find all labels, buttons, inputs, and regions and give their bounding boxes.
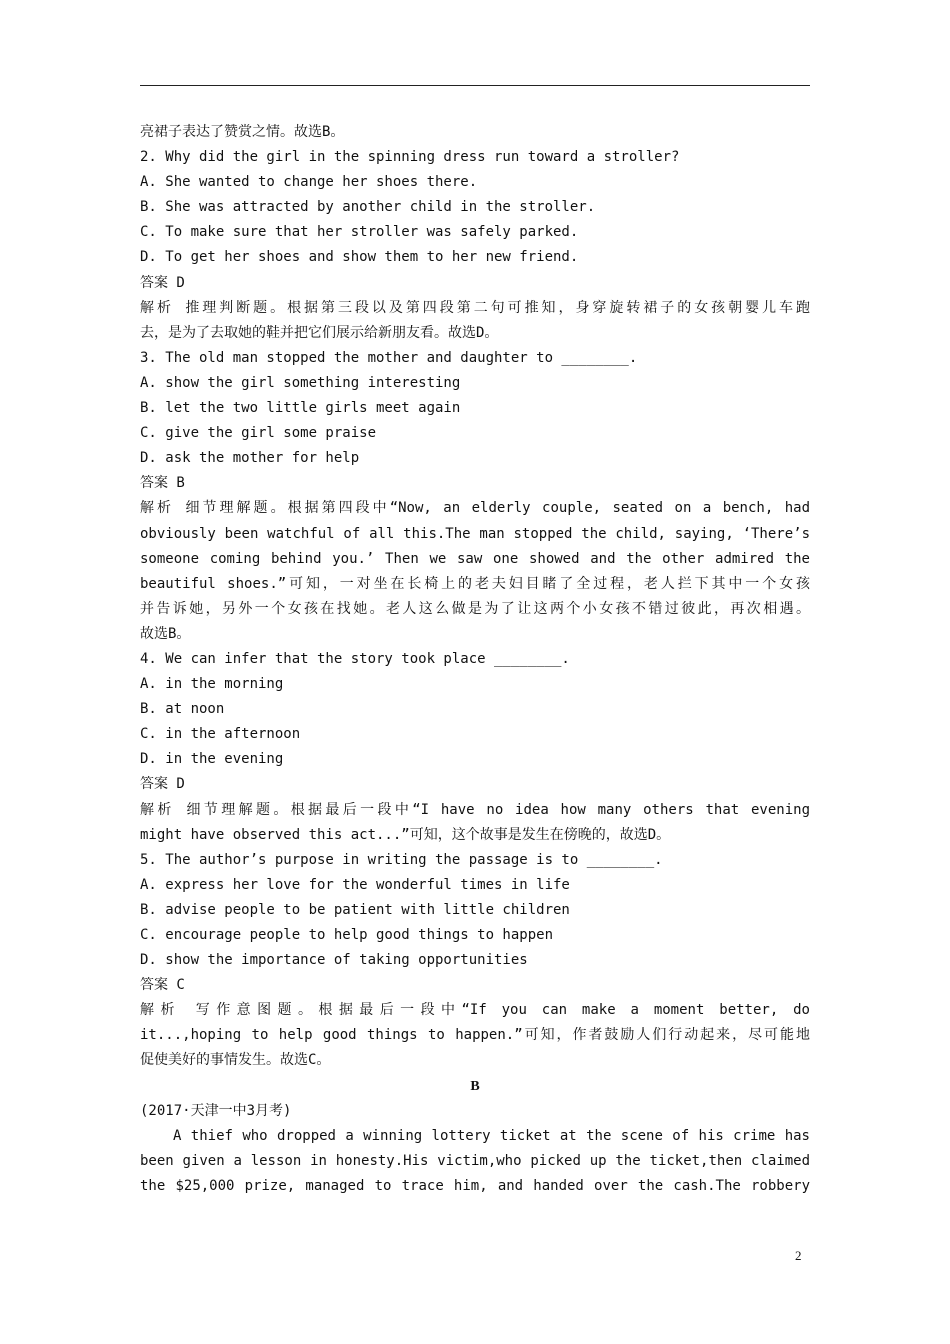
- passage-line: the $25,000 prize, managed to trace him, and handed over the cash.The robbery: [140, 1177, 810, 1194]
- text-line: B. advise people to be patient with little children: [140, 901, 570, 918]
- text-line: D. in the evening: [140, 751, 284, 768]
- text-line: 答案 C: [140, 977, 185, 994]
- text-line: might have observed this act...”可知，这个故事是发生在傍晚的，故选D。: [140, 826, 671, 843]
- text-line: C. encourage people to help good things to happen: [140, 927, 554, 943]
- text-line: it...,hoping to help good things to happen.”可知，作者鼓励人们行动起来，尽可能地: [140, 1027, 810, 1044]
- text-line: C. give the girl some praise: [140, 425, 377, 442]
- text-line: 解析 细节理解题。根据第四段中“Now, an elderly couple, seated on a bench, had: [140, 500, 810, 517]
- passage-line: been given a lesson in honesty.His victim,who picked up the ticket,then claimed: [140, 1152, 810, 1169]
- document-body: [140, 120, 810, 1199]
- text-line: A. express her love for the wonderful times in life: [140, 876, 570, 893]
- text-line: A. show the girl something interesting: [140, 374, 461, 391]
- text-line: A. in the morning: [140, 676, 284, 693]
- passage-line: A thief who dropped a winning lottery ticket at the scene of his crime has: [173, 1127, 810, 1144]
- text-line: 答案 B: [140, 475, 185, 492]
- text-line: 并告诉她，另外一个女孩在找她。老人这么做是为了让这两个小女孩不错过彼此，再次相遇。: [140, 600, 810, 617]
- text-line: D. show the importance of taking opportunities: [140, 952, 528, 969]
- text-line: obviously been watchful of all this.The man stopped the child, saying, ‘There’s: [140, 525, 810, 542]
- text-line: B. at noon: [140, 701, 225, 718]
- text-line: 2. Why did the girl in the spinning dress run toward a stroller?: [140, 149, 680, 166]
- text-line: 3. The old man stopped the mother and daughter to ________.: [140, 349, 638, 366]
- text-line: 4. We can infer that the story took place ________.: [140, 650, 570, 667]
- page-number: 2: [795, 1248, 802, 1263]
- text-line: 促使美好的事情发生。故选C。: [140, 1052, 331, 1069]
- text-line: D. To get her shoes and show them to her new friend.: [140, 249, 579, 266]
- section-heading: B: [470, 1078, 480, 1094]
- text-line: C. in the afternoon: [140, 726, 301, 743]
- text-line: B. She was attracted by another child in the stroller.: [140, 199, 596, 216]
- text-line: 去，是为了去取她的鞋并把它们展示给新朋友看。故选D。: [140, 324, 499, 341]
- text-line: D. ask the mother for help: [140, 450, 360, 467]
- text-line: A. She wanted to change her shoes there.: [140, 174, 478, 191]
- text-line: B. let the two little girls meet again: [140, 400, 461, 417]
- text-line: 5. The author’s purpose in writing the passage is to ________.: [140, 851, 663, 868]
- text-line: 解析 细节理解题。根据最后一段中“I have no idea how many others that evening: [140, 801, 810, 818]
- text-line: 答案 D: [140, 274, 185, 291]
- text-line: C. To make sure that her stroller was safely parked.: [140, 224, 579, 241]
- text-line: beautiful shoes.”可知，一对坐在长椅上的老夫妇目睹了全过程，老人拦下其中一个女孩: [140, 575, 810, 592]
- passage-source: (2017·天津一中3月考): [140, 1102, 292, 1119]
- text-line: someone coming behind you.’ Then we saw one showed and the other admired the: [140, 550, 810, 567]
- qa-section: [140, 120, 810, 1074]
- text-line: 亮裙子表达了赞赏之情。故选B。: [140, 124, 345, 140]
- text-line: 故选B。: [140, 625, 191, 642]
- text-line: 答案 D: [140, 776, 185, 793]
- text-line: 解析 推理判断题。根据第三段以及第四段第二句可推知，身穿旋转裙子的女孩朝婴儿车跑: [140, 299, 810, 316]
- header-rule: [140, 85, 810, 86]
- text-line: 解析 写作意图题。根据最后一段中“If you can make a moment better, do: [140, 1002, 810, 1019]
